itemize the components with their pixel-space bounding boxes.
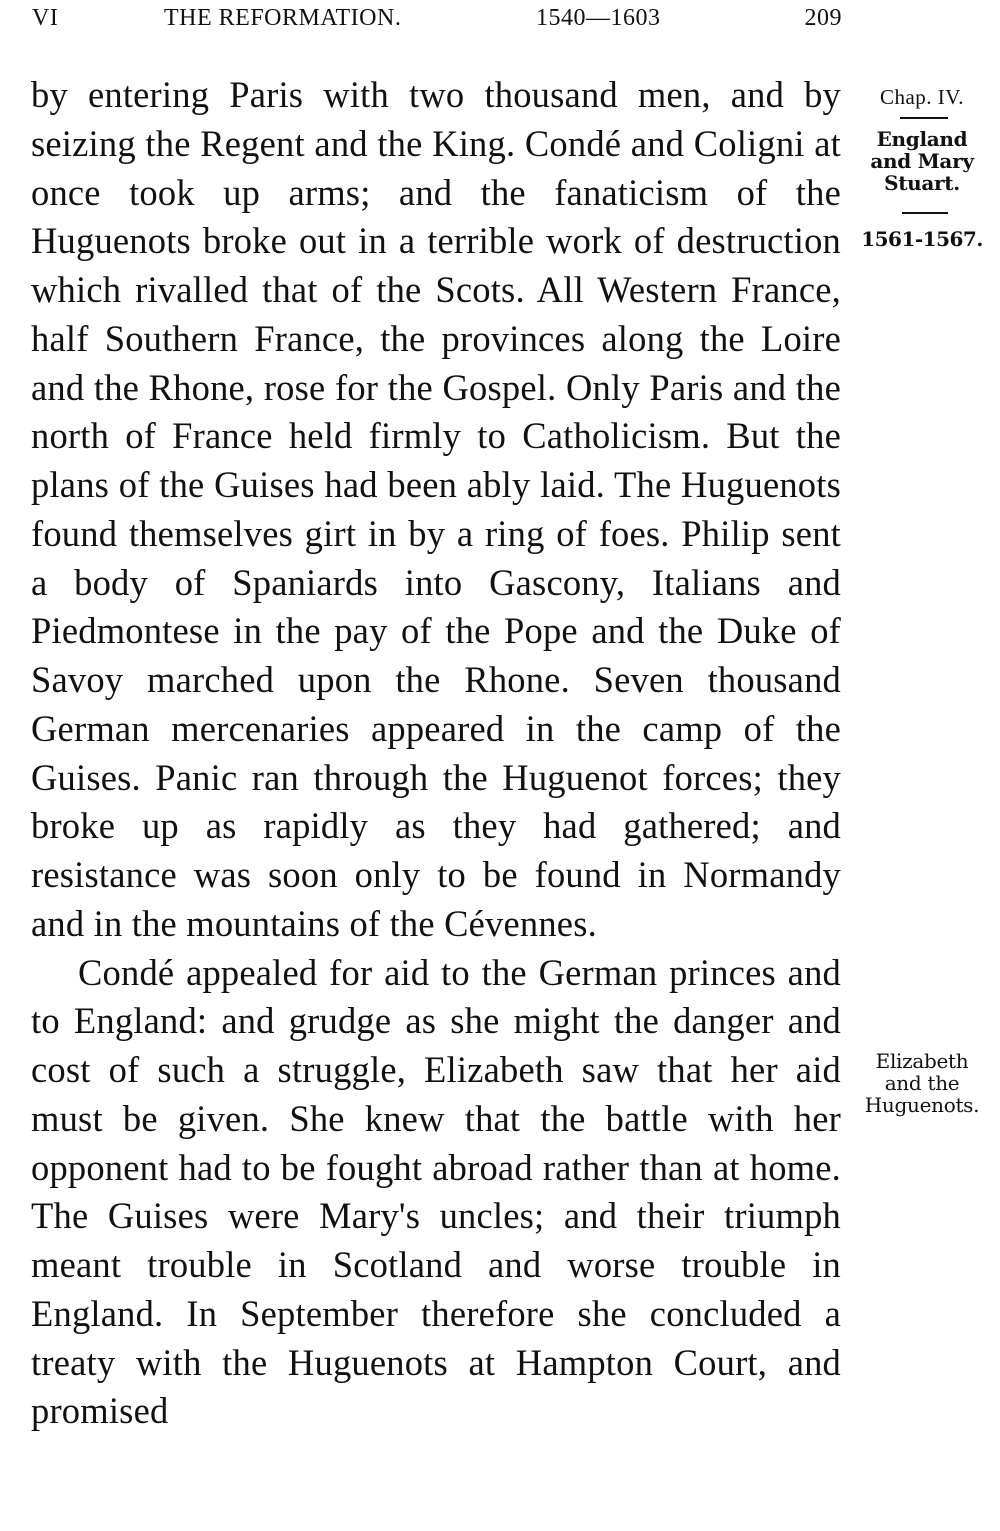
page-number: 209 bbox=[804, 5, 842, 31]
side-note-line: Huguenots. bbox=[864, 1093, 980, 1117]
side-note-line: and the bbox=[884, 1071, 960, 1095]
paragraph-2: Condé appealed for aid to the German princes and to England: and grudge as she might the danger and cost of such a struggle, Elizabeth saw that her aid must be given. She knew that the battle with her opponent had to be fought abroad rather than at home. The Guises were Mary's uncles; and their triumph meant trouble in Scotland and worse trouble in England. In September therefore she concluded a treaty with the Huguenots at Hampton Court, and promised bbox=[31, 951, 841, 1432]
side-note-line: Elizabeth bbox=[875, 1049, 969, 1073]
side-note-dates: 1561-1567. bbox=[861, 227, 983, 251]
side-note-line: Stuart. bbox=[884, 171, 960, 195]
header-dates: 1540—1603 bbox=[536, 5, 661, 31]
side-note-elizabeth-huguenots bbox=[852, 1050, 992, 1116]
running-header bbox=[30, 3, 842, 33]
side-note-chapter-ref: Chap. IV. bbox=[879, 85, 965, 109]
header-title: THE REFORMATION. bbox=[164, 5, 402, 31]
side-note-section-title bbox=[852, 128, 992, 194]
header-chapter-number: VI bbox=[32, 5, 59, 31]
side-note-line: England bbox=[876, 127, 968, 151]
side-note-line: and Mary bbox=[870, 149, 974, 173]
side-note-divider bbox=[902, 212, 948, 214]
body-text bbox=[31, 71, 841, 1436]
paragraph-1: by entering Paris with two thousand men, and by seizing the Regent and the King. Condé and Coligni at once took up arms; and the fanaticism of the Huguenots broke out in a terrible work of destruction which rivalled that of the Scots. All Western France, half Southern France, the provinces along the Loire and the Rhone, rose for the Gospel. Only Paris and the north of France held firmly to Catholicism. But the plans of the Guises had been ably laid. The Huguenots found themselves girt in by a ring of foes. Philip sent a body of Spaniards into Gascony, Italians and Piedmontese in the pay of the Pope and the Duke of Savoy marched upon the Rhone. Seven thousand German mercenaries appeared in the camp of the Guises. Panic ran through the Huguenot forces; they broke up as rapidly as they had gathered; and resistance was soon only to be found in Normandy and in the mountains of the Cévennes. bbox=[31, 74, 841, 944]
side-note-divider bbox=[900, 117, 948, 119]
